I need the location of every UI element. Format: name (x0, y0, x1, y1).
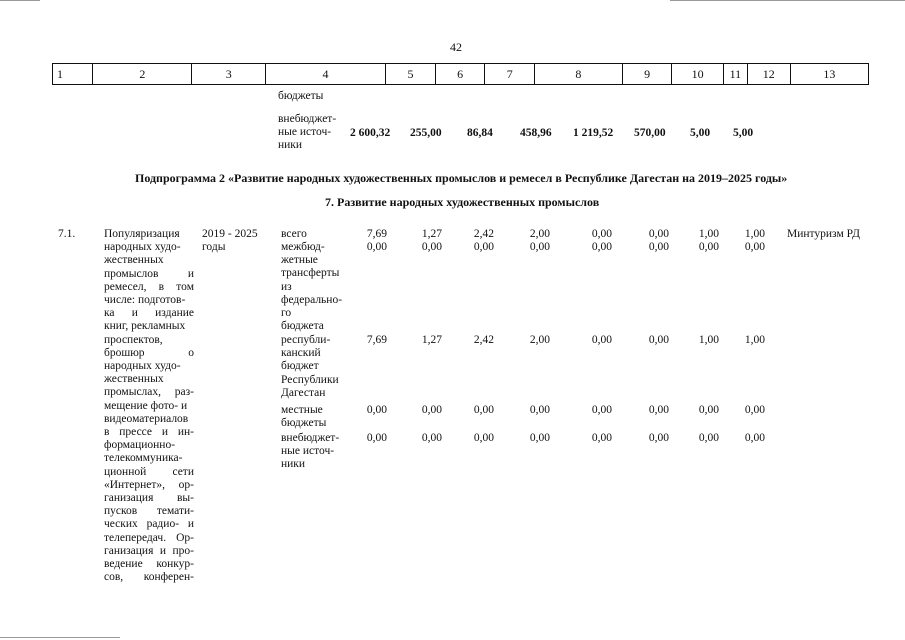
value-cell: 0,00 (744, 241, 765, 253)
value-cell: 2,42 (473, 228, 494, 240)
table-header-cell: 13 (823, 66, 836, 81)
value-cell: 7,69 (366, 334, 387, 346)
table-header-cell: 7 (485, 64, 535, 84)
value-cell: 0,00 (648, 404, 669, 416)
table-header-cell: 11 (724, 64, 748, 84)
value-cell: 0,00 (648, 228, 669, 240)
value-cell: 0,00 (744, 432, 765, 444)
value-cell: 2,00 (529, 334, 550, 346)
table-header-cell: 10 (672, 64, 724, 84)
value-cell: 7,69 (366, 228, 387, 240)
value-cell: 1,00 (698, 228, 719, 240)
source-label-republic: республи- канский бюджет Республики Дагестан (281, 334, 339, 399)
table-header-cell: 1 (53, 64, 93, 84)
value-cell: 2,42 (473, 334, 494, 346)
value-cell: 0,00 (529, 404, 550, 416)
value-cell: 0,00 (473, 241, 494, 253)
value-cell: 0,00 (744, 404, 765, 416)
value-cell: 0,00 (473, 432, 494, 444)
value-cell: 0,00 (529, 241, 550, 253)
value-cell: 0,00 (366, 404, 387, 416)
item-period: 2019 - 2025 годы (202, 228, 258, 254)
value-cell: 0,00 (698, 241, 719, 253)
value-cell: 0,00 (648, 241, 669, 253)
table-header-cell: 2 (93, 64, 192, 84)
item-number: 7.1. (58, 228, 76, 240)
extrabudget-value: 86,84 (467, 127, 493, 139)
table-header-cell: 8 (535, 64, 623, 84)
value-cell: 1,27 (421, 228, 442, 240)
value-cell: 2,00 (529, 228, 550, 240)
section-title: 7. Развитие народных художественных промыслов (325, 195, 600, 209)
value-cell: 0,00 (648, 334, 669, 346)
value-cell: 1,00 (744, 228, 765, 240)
scan-line-top-left (0, 0, 40, 1)
extrabudget-value: 458,96 (520, 127, 552, 139)
source-label-extrabudget: внебюджет- ные источ- ники (281, 432, 340, 471)
item-executor: Минтуризм РД (787, 228, 860, 240)
extrabudget-value: 255,00 (410, 127, 442, 139)
source-label-local: местные бюджеты (281, 404, 327, 430)
page-number: 42 (450, 40, 462, 54)
value-cell: 0,00 (366, 432, 387, 444)
value-cell: 0,00 (529, 432, 550, 444)
value-cell: 0,00 (591, 334, 612, 346)
extrabudget-value: 5,00 (733, 127, 754, 139)
table-header-row (52, 63, 869, 85)
value-cell: 0,00 (366, 241, 387, 253)
value-cell: 0,00 (698, 404, 719, 416)
table-header-cell: 9 (623, 64, 673, 84)
scan-line-bottom-left (0, 637, 120, 638)
table-header-cell: 12 (748, 64, 791, 84)
source-label-interbudget: межбюд- жетные трансферты из федерально- го бюджета (281, 241, 343, 333)
value-cell: 0,00 (648, 432, 669, 444)
table-header-cell: 4 (266, 64, 386, 84)
value-cell: 1,00 (698, 334, 719, 346)
value-cell: 1,00 (744, 334, 765, 346)
value-cell: 0,00 (421, 432, 442, 444)
value-cell: 0,00 (591, 432, 612, 444)
item-description: Популяризация народных худо- жественных промыслов и ремесел, в том числе: подготов- ка и издание книг, рекламных проспектов, брошюр о народных худо- жественных промыслах, раз- мещение фото- и видеоматериалов в прессе и ин- формационно- телекоммуника- ционной сети «Интернет», ор- ганизация вы- пусков темати- ческих радио- и телепередач. Ор- ганизация и про- ведение конкур- сов, конферен- (104, 228, 194, 584)
value-cell: 0,00 (473, 404, 494, 416)
value-cell: 0,00 (591, 241, 612, 253)
extrabudget-label: внебюджет- ные источ- ники (278, 113, 337, 152)
budgets-label: бюджеты (278, 90, 324, 102)
value-cell: 0,00 (591, 404, 612, 416)
source-label-total: всего (281, 228, 307, 240)
value-cell: 0,00 (698, 432, 719, 444)
value-cell: 0,00 (421, 241, 442, 253)
extrabudget-value: 1 219,52 (573, 127, 614, 139)
subprogram-title: Подпрограмма 2 «Развитие народных художественных промыслов и ремесел в Республике Дагестан на 2019–2025 годы» (135, 171, 788, 185)
table-header-cell: 5 (386, 64, 436, 84)
table-header-cell: 3 (192, 64, 265, 84)
table-header-cell: 6 (436, 64, 486, 84)
value-cell: 1,27 (421, 334, 442, 346)
scan-line-top-right (670, 0, 905, 1)
extrabudget-value: 5,00 (690, 127, 711, 139)
extrabudget-value: 570,00 (634, 127, 666, 139)
value-cell: 0,00 (421, 404, 442, 416)
value-cell: 0,00 (591, 228, 612, 240)
extrabudget-value: 2 600,32 (350, 127, 391, 139)
